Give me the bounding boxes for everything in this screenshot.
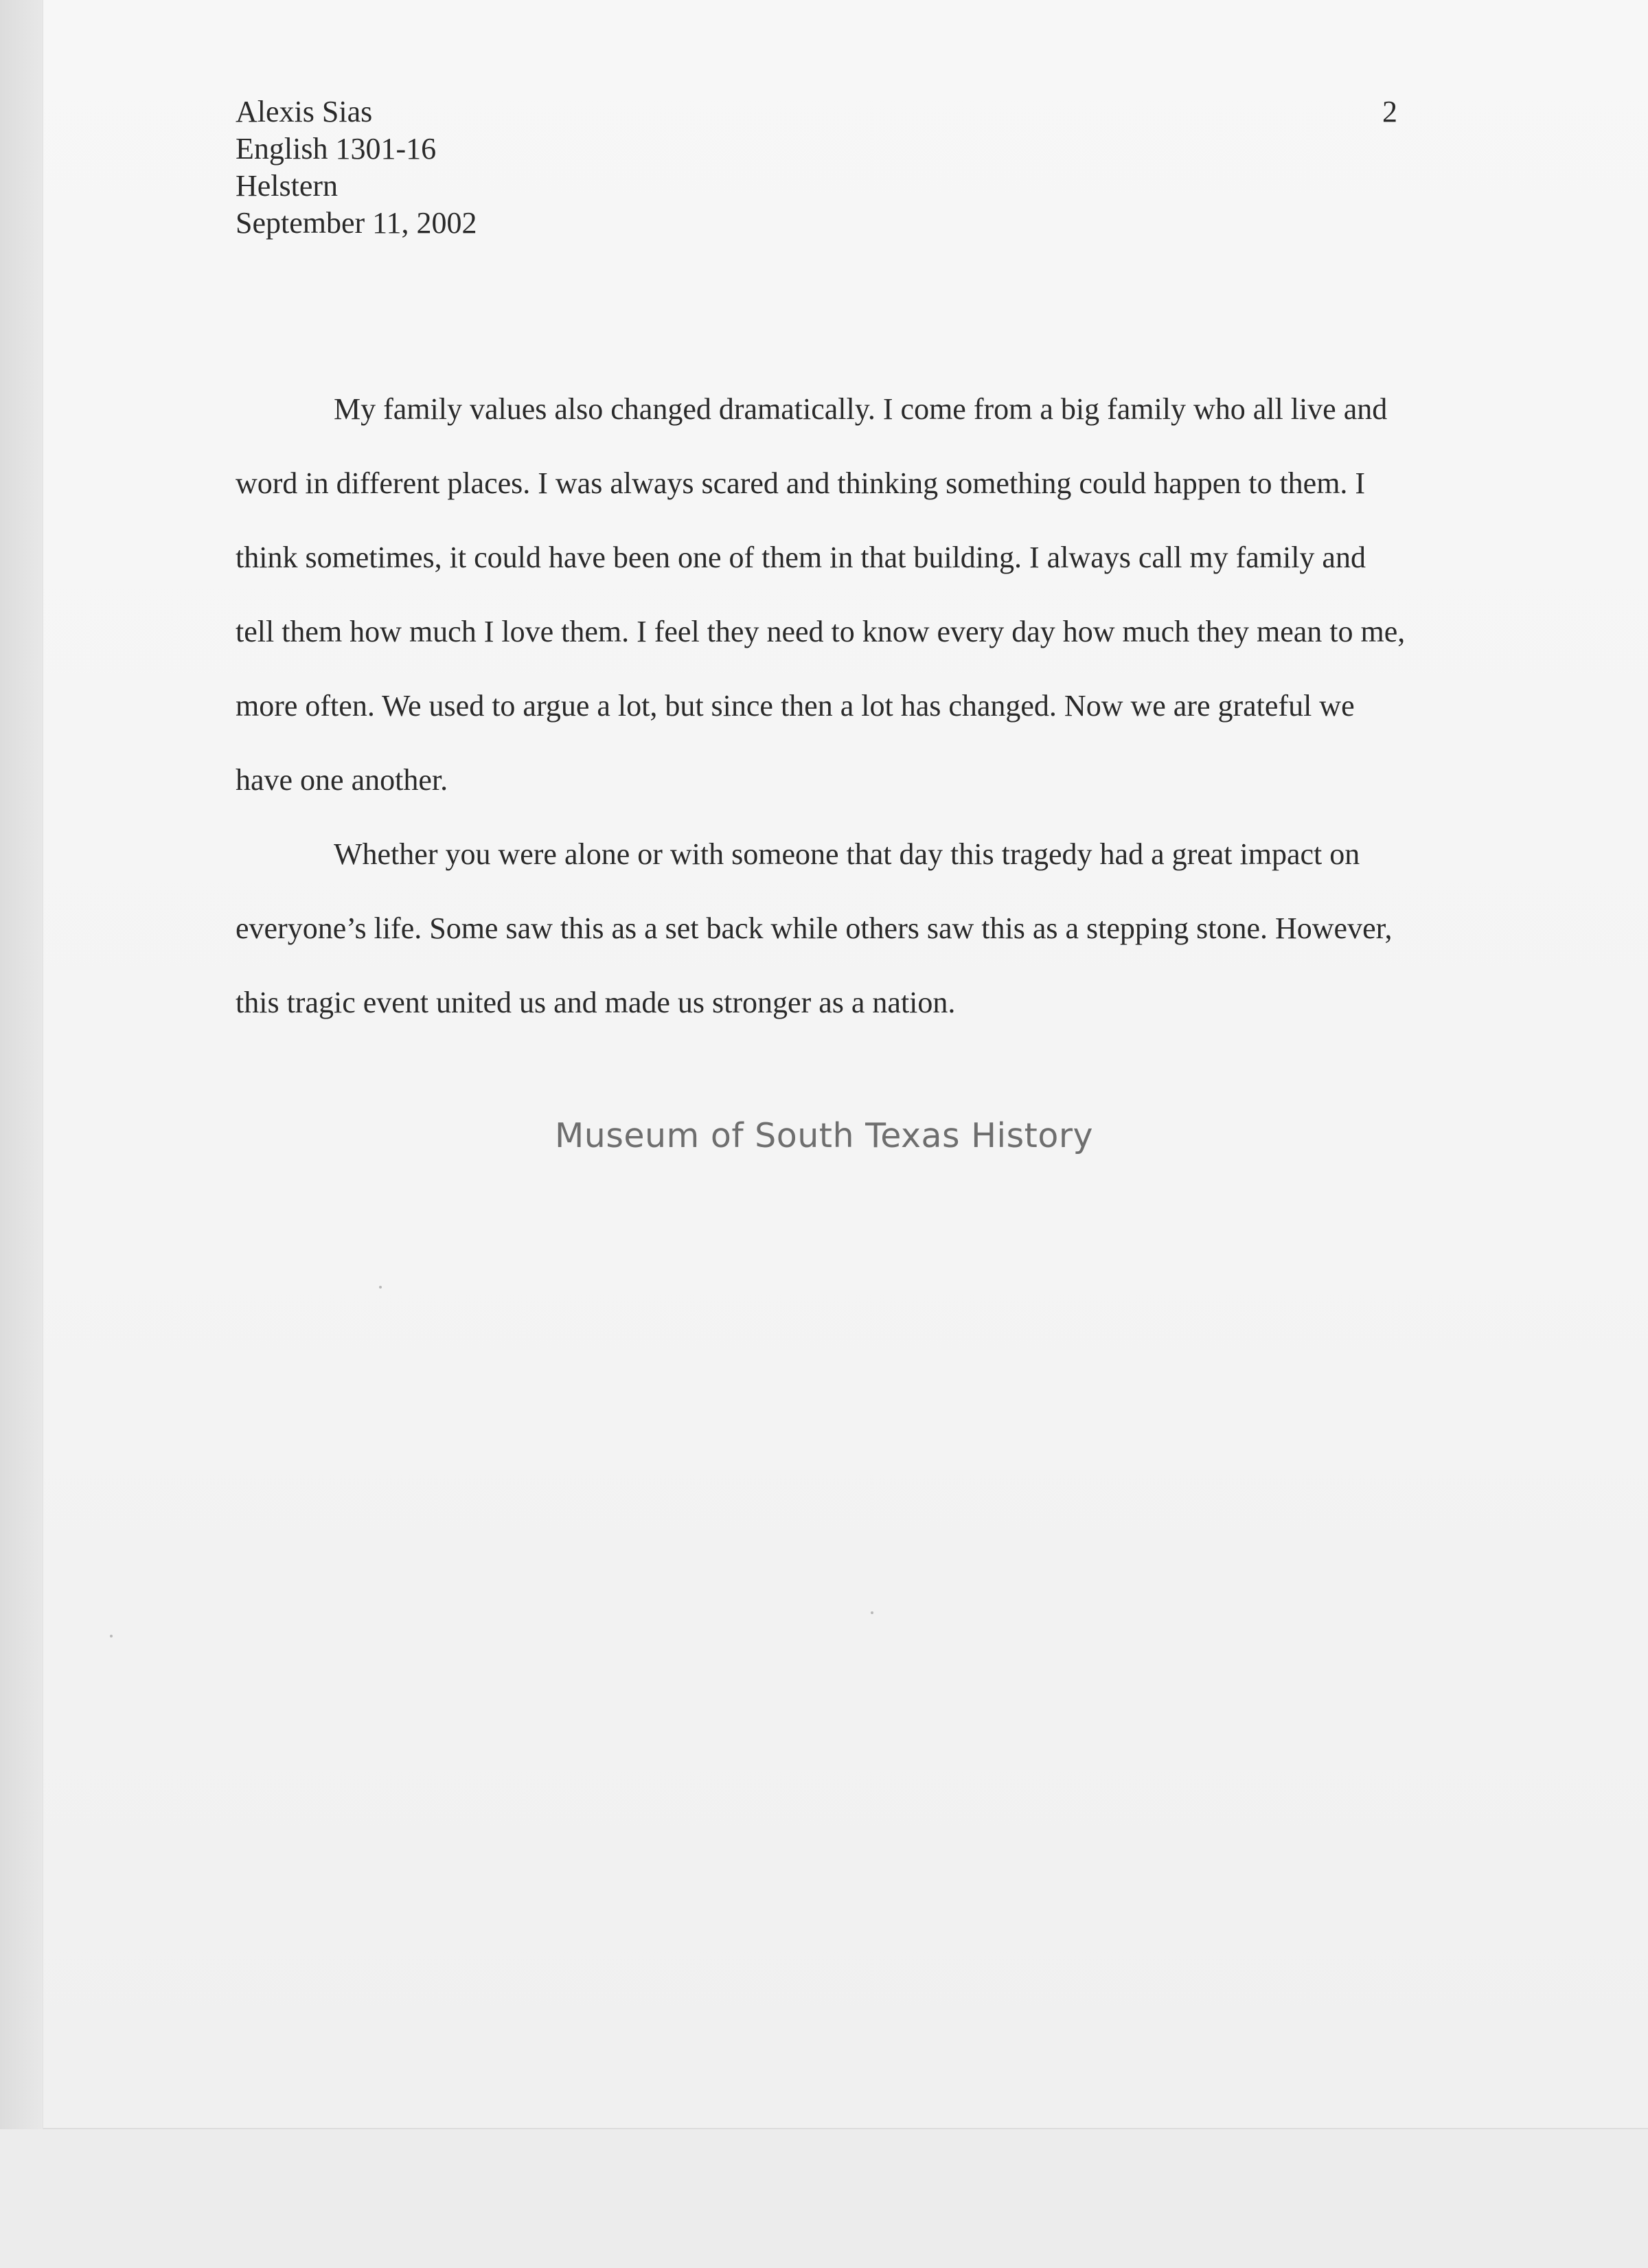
document-page [43,0,1648,2129]
paragraph-2-line-2: everyone’s life. Some saw this as a set back while others saw this as a stepping stone. However, [236,911,1393,945]
paragraph-1-line-2: word in different places. I was always scared and thinking something could happen to them. I [236,466,1366,500]
paragraph-2-line-1: Whether you were alone or with someone that day this tragedy had a great impact on [334,837,1360,871]
paragraph-1-line-4: tell them how much I love them. I feel they need to know every day how much they mean to me, [236,615,1406,648]
course-name: English 1301-16 [236,132,437,166]
scanner-bed-strip [0,2129,1648,2268]
paragraph-1-line-3: think sometimes, it could have been one of them in that building. I always call my family and [236,541,1366,574]
paragraph-1-line-6: have one another. [236,763,448,797]
museum-watermark: Museum of South Texas History [554,1116,1093,1155]
author-name: Alexis Sias [236,95,373,128]
instructor-name: Helstern [236,169,339,203]
scan-speck [379,1286,382,1289]
paragraph-1-line-1: My family values also changed dramatically. I come from a big family who all live and [334,392,1388,426]
paragraph-1-line-5: more often. We used to argue a lot, but since then a lot has changed. Now we are grateful we [236,689,1355,723]
page-number: 2 [1382,95,1397,128]
scan-speck [110,1635,113,1637]
essay-date: September 11, 2002 [236,206,477,240]
essay-header [236,93,477,242]
paragraph-2-line-3: this tragic event united us and made us stronger as a nation. [236,986,956,1019]
scan-speck [871,1611,873,1614]
